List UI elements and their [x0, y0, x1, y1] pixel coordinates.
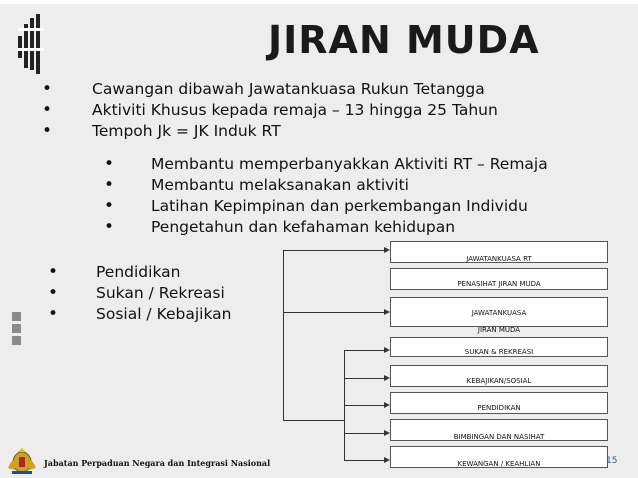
org-box-bimbingan: BIMBINGAN DAN NASIHAT	[390, 419, 608, 441]
connector-line	[344, 405, 384, 406]
org-box-jawatankuasa-jiran-muda: JAWATANKUASA	[390, 297, 608, 327]
connector-line	[283, 250, 384, 251]
government-emblem-icon	[6, 448, 38, 476]
connector-line	[283, 250, 284, 420]
connector-line	[283, 312, 384, 313]
page-number: 15	[606, 456, 618, 466]
connector-line	[344, 378, 384, 379]
org-box-kebajikan: KEBAJIKAN/SOSIAL	[390, 365, 608, 387]
connector-line	[344, 350, 384, 351]
org-box-penasihat: PENASIHAT JIRAN MUDA	[390, 268, 608, 290]
org-box-jawatankuasa-rt: JAWATANKUASA RT	[390, 241, 608, 263]
org-box-label-jiran-muda: JIRAN MUDA	[477, 326, 521, 334]
org-box-pendidikan: PENDIDIKAN	[390, 392, 608, 414]
connector-line	[344, 433, 384, 434]
connector-line	[283, 420, 344, 421]
org-box-kewangan: KEWANGAN / KEAHLIAN	[390, 446, 608, 468]
org-box-sukan: SUKAN & REKREASI	[390, 337, 608, 357]
connector-line	[344, 460, 384, 461]
footer-text: Jabatan Perpaduan Negara dan Integrasi Nasional	[44, 458, 271, 468]
slide-title: JIRAN MUDA	[268, 18, 540, 62]
